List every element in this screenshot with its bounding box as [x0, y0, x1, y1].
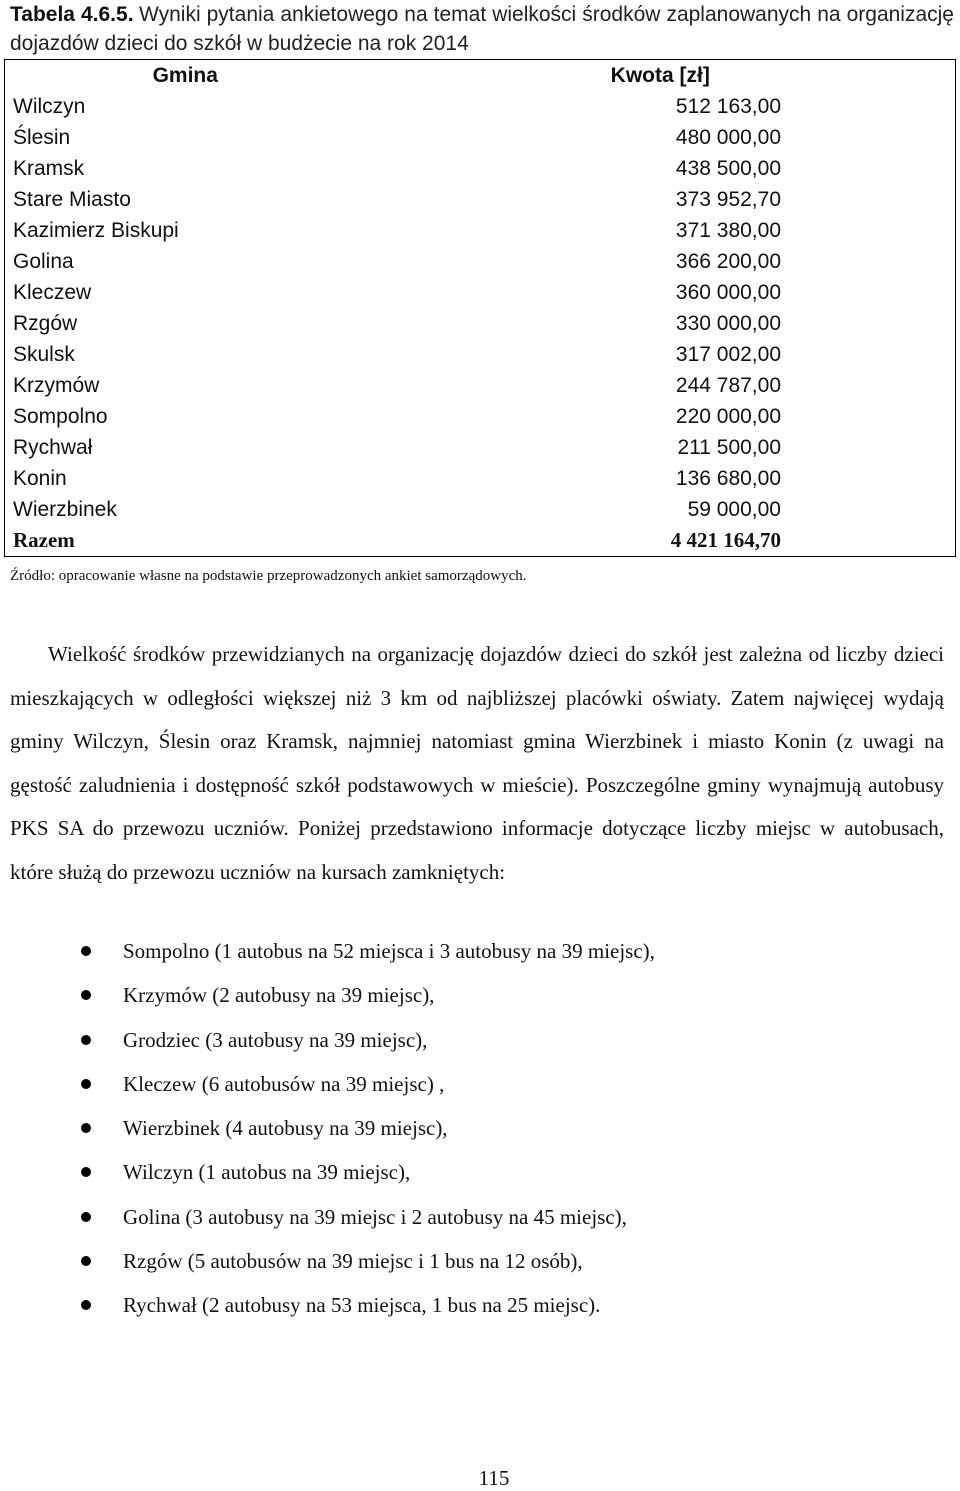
kwota-cell: 136 680,00 [675, 467, 781, 490]
list-item [0, 1106, 940, 1150]
table-caption-label: Tabela 4.6.5. [10, 3, 134, 26]
column-header-kwota: Kwota [zł] [610, 64, 710, 87]
list-item [0, 1018, 940, 1062]
table-caption-text: Wyniki pytania ankietowego na temat wielkości środków zaplanowanych na organizację dojazdów dzieci do szkół w budżecie na rok 2014 [10, 3, 954, 55]
list-item [0, 1195, 940, 1239]
list-item-text: Wilczyn (1 autobus na 39 miejsc), [123, 1160, 411, 1185]
table-header-row [5, 60, 956, 92]
list-item [0, 973, 940, 1017]
kwota-cell: 373 952,70 [675, 188, 781, 211]
kwota-cell: 438 500,00 [675, 157, 781, 180]
kwota-cell: 317 002,00 [675, 343, 781, 366]
gmina-cell: Konin [13, 467, 67, 490]
gmina-cell: Kramsk [13, 157, 85, 180]
bullet-icon [81, 990, 91, 1000]
list-item [0, 1062, 940, 1106]
gmina-cell: Wilczyn [13, 95, 86, 118]
list-item [0, 1150, 940, 1194]
table-row [5, 401, 956, 432]
table-row [5, 370, 956, 401]
table-total-row [5, 525, 956, 557]
list-item-text: Rzgów (5 autobusów na 39 miejsc i 1 bus na 12 osób), [123, 1249, 583, 1274]
table-row [5, 494, 956, 525]
table-row [5, 122, 956, 153]
table-row [5, 184, 956, 215]
gmina-cell: Kazimierz Biskupi [13, 219, 179, 242]
gmina-cell: Rychwał [13, 436, 93, 459]
table-row [5, 432, 956, 463]
table-row [5, 277, 956, 308]
bullet-icon [81, 1035, 91, 1045]
gmina-cell: Ślesin [13, 126, 71, 149]
list-item-text: Sompolno (1 autobus na 52 miejsca i 3 autobusy na 39 miejsc), [123, 939, 655, 963]
list-item [0, 1239, 940, 1283]
gmina-cell: Skulsk [13, 343, 75, 366]
table-row [5, 339, 956, 370]
kwota-cell: 220 000,00 [675, 405, 781, 428]
source-note: Źródło: opracowanie własne na podstawie przeprowadzonych ankiet samorządowych. [10, 568, 527, 584]
kwota-cell: 244 787,00 [675, 374, 781, 397]
budget-table [4, 59, 956, 557]
kwota-cell: 330 000,00 [675, 312, 781, 335]
total-value: 4 421 164,70 [670, 528, 781, 552]
bullet-icon [81, 946, 91, 956]
gmina-cell: Kleczew [13, 281, 92, 304]
body-paragraph: Wielkość środków przewidzianych na organizację dojazdów dzieci do szkół jest zależna od liczby dzieci mieszkających w odległości większej niż 3 km od najbliższej placówki oświaty. Zatem najwięcej wydają gminy Wilczyn, Ślesin oraz Kramsk, najmniej natomiast gmina Wierzbinek i miasto Konin (z uwagi na gęstość zaludnienia i dostępność szkół podstawowych w mieście). Poszczególne gminy wynajmują autobusy PKS SA do przewozu uczniów. Poniżej przedstawiono informacje dotyczące liczby miejsc w autobusach, które służą do przewozu uczniów na kursach zamkniętych: [10, 642, 944, 884]
bus-list [0, 929, 940, 1328]
kwota-cell: 480 000,00 [675, 126, 781, 149]
list-item [0, 1283, 940, 1327]
gmina-cell: Rzgów [13, 312, 78, 335]
bullet-icon [81, 1256, 91, 1266]
gmina-cell: Krzymów [13, 374, 100, 397]
gmina-cell: Stare Miasto [13, 188, 131, 211]
kwota-cell: 512 163,00 [675, 95, 781, 118]
column-header-gmina: Gmina [152, 64, 218, 87]
kwota-cell: 59 000,00 [687, 498, 781, 521]
bullet-icon [81, 1212, 91, 1222]
table-row [5, 153, 956, 184]
table-row [5, 91, 956, 122]
kwota-cell: 211 500,00 [677, 436, 781, 459]
table-row [5, 463, 956, 494]
list-item-text: Krzymów (2 autobusy na 39 miejsc), [123, 983, 435, 1008]
bullet-icon [81, 1300, 91, 1310]
bullet-icon [81, 1123, 91, 1133]
gmina-cell: Wierzbinek [13, 498, 117, 521]
list-item [0, 929, 940, 973]
table-row [5, 308, 956, 339]
list-item-text: Grodziec (3 autobusy na 39 miejsc), [123, 1027, 428, 1052]
page-number: 115 [478, 1466, 510, 1490]
total-label: Razem [13, 528, 75, 552]
table-row [5, 246, 956, 277]
table-row [5, 215, 956, 246]
list-item-text: Wierzbinek (4 autobusy na 39 miejsc), [123, 1116, 448, 1141]
kwota-cell: 371 380,00 [675, 219, 781, 242]
list-item-text: Kleczew (6 autobusów na 39 miejsc) , [123, 1071, 445, 1096]
gmina-cell: Sompolno [13, 405, 108, 428]
kwota-cell: 366 200,00 [675, 250, 781, 273]
table-caption [10, 0, 954, 58]
bullet-icon [81, 1079, 91, 1089]
list-item-text: Golina (3 autobusy na 39 miejsc i 2 autobusy na 45 miejsc), [123, 1204, 627, 1229]
bullet-icon [81, 1167, 91, 1177]
kwota-cell: 360 000,00 [675, 281, 781, 304]
list-item-text: Rychwał (2 autobusy na 53 miejsca, 1 bus na 25 miejsc). [123, 1293, 601, 1318]
gmina-cell: Golina [13, 250, 74, 273]
